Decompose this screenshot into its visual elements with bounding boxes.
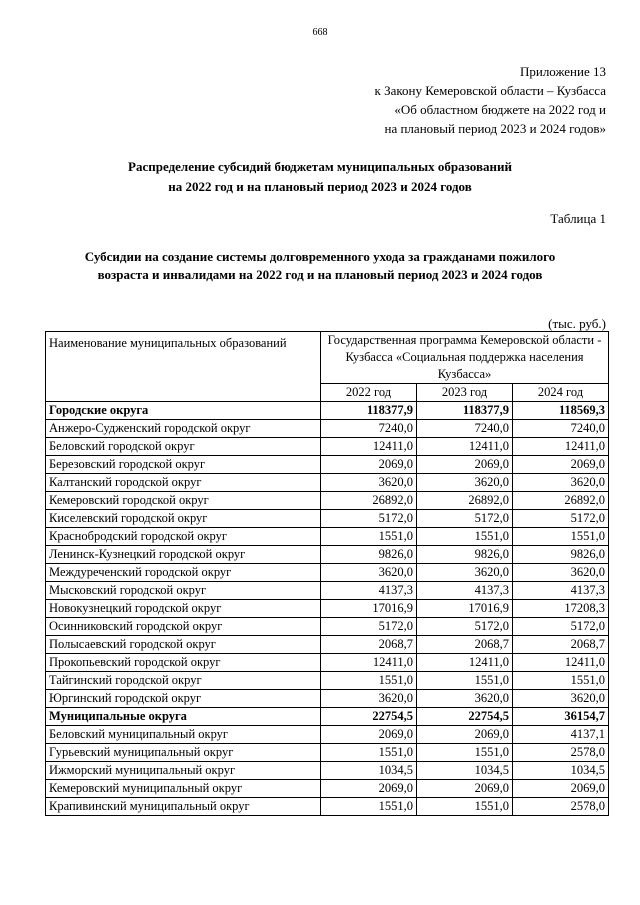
value-2024-cell: 2578,0 (513, 798, 609, 816)
value-2024-cell: 17208,3 (513, 600, 609, 618)
value-2022-cell: 1034,5 (321, 762, 417, 780)
value-2022-cell: 3620,0 (321, 564, 417, 582)
year-header: 2024 год (513, 384, 609, 402)
value-2023-cell: 3620,0 (417, 474, 513, 492)
value-2024-cell: 26892,0 (513, 492, 609, 510)
page-number: 668 (312, 27, 328, 38)
value-2022-cell: 17016,9 (321, 600, 417, 618)
value-2024-cell: 5172,0 (513, 618, 609, 636)
name-column-header: Наименование муниципальных образований (46, 332, 321, 402)
municipality-name-cell: Междуреченский городской округ (46, 564, 321, 582)
table-row (46, 780, 609, 798)
municipality-name-cell: Прокопьевский городской округ (46, 654, 321, 672)
table-row (46, 492, 609, 510)
municipality-name-cell: Киселевский городской округ (46, 510, 321, 528)
municipality-name-cell: Новокузнецкий городской округ (46, 600, 321, 618)
municipality-name-cell: Анжеро-Судженский городской округ (46, 420, 321, 438)
value-2024-cell: 4137,3 (513, 582, 609, 600)
value-2024-cell: 3620,0 (513, 690, 609, 708)
group-row (46, 402, 609, 420)
value-2023-cell: 1551,0 (417, 528, 513, 546)
table-row (46, 546, 609, 564)
table-row (46, 636, 609, 654)
value-2022-cell: 9826,0 (321, 546, 417, 564)
value-2024-cell: 2578,0 (513, 744, 609, 762)
value-2024-cell: 3620,0 (513, 474, 609, 492)
title-line: на 2022 год и на плановый период 2023 и 2024 годов (168, 179, 472, 194)
value-2023-cell: 5172,0 (417, 510, 513, 528)
table-row (46, 474, 609, 492)
value-2022-cell: 1551,0 (321, 672, 417, 690)
value-2024-cell: 5172,0 (513, 510, 609, 528)
value-2023-cell: 9826,0 (417, 546, 513, 564)
value-2022-cell: 2069,0 (321, 780, 417, 798)
value-2023-cell: 118377,9 (417, 402, 513, 420)
value-2024-cell: 1551,0 (513, 672, 609, 690)
municipality-name-cell: Осинниковский городской округ (46, 618, 321, 636)
municipality-name-cell: Ленинск-Кузнецкий городской округ (46, 546, 321, 564)
value-2023-cell: 3620,0 (417, 690, 513, 708)
value-2023-cell: 5172,0 (417, 618, 513, 636)
value-2023-cell: 1034,5 (417, 762, 513, 780)
subsidy-title (0, 248, 640, 284)
annex-line: «Об областном бюджете на 2022 год и (394, 102, 606, 117)
value-2022-cell: 2069,0 (321, 456, 417, 474)
document-title (0, 157, 640, 197)
value-2023-cell: 2069,0 (417, 456, 513, 474)
table-row (46, 726, 609, 744)
value-2024-cell: 118569,3 (513, 402, 609, 420)
value-2024-cell: 2069,0 (513, 780, 609, 798)
table-label: Таблица 1 (550, 211, 606, 226)
subsidy-table (45, 331, 609, 816)
municipality-name-cell: Беловский городской округ (46, 438, 321, 456)
annex-line: к Закону Кемеровской области – Кузбасса (374, 83, 606, 98)
year-header: 2022 год (321, 384, 417, 402)
value-2023-cell: 26892,0 (417, 492, 513, 510)
value-2023-cell: 2069,0 (417, 726, 513, 744)
table-row (46, 438, 609, 456)
title-line: Распределение субсидий бюджетам муниципальных образований (128, 159, 512, 174)
table-row (46, 582, 609, 600)
value-2023-cell: 1551,0 (417, 744, 513, 762)
value-2022-cell: 12411,0 (321, 438, 417, 456)
table-row (46, 510, 609, 528)
annex-line: на плановый период 2023 и 2024 годов» (384, 121, 606, 136)
value-2022-cell: 12411,0 (321, 654, 417, 672)
municipality-name-cell: Калтанский городской округ (46, 474, 321, 492)
value-2023-cell: 1551,0 (417, 798, 513, 816)
value-2022-cell: 1551,0 (321, 798, 417, 816)
value-2024-cell: 9826,0 (513, 546, 609, 564)
table-row (46, 654, 609, 672)
value-2022-cell: 26892,0 (321, 492, 417, 510)
value-2024-cell: 4137,1 (513, 726, 609, 744)
value-2023-cell: 1551,0 (417, 672, 513, 690)
value-2022-cell: 7240,0 (321, 420, 417, 438)
table-row (46, 690, 609, 708)
value-2024-cell: 12411,0 (513, 438, 609, 456)
program-column-header: Государственная программа Кемеровской области - Кузбасса «Социальная поддержка населения Кузбасса» (321, 332, 609, 384)
municipality-name-cell: Березовский городской округ (46, 456, 321, 474)
municipality-name-cell: Полысаевский городской округ (46, 636, 321, 654)
value-2023-cell: 17016,9 (417, 600, 513, 618)
value-2023-cell: 22754,5 (417, 708, 513, 726)
value-2023-cell: 2069,0 (417, 780, 513, 798)
value-2024-cell: 3620,0 (513, 564, 609, 582)
value-2022-cell: 3620,0 (321, 690, 417, 708)
value-2022-cell: 22754,5 (321, 708, 417, 726)
municipality-name-cell: Беловский муниципальный округ (46, 726, 321, 744)
value-2023-cell: 4137,3 (417, 582, 513, 600)
value-2022-cell: 5172,0 (321, 618, 417, 636)
year-header: 2023 год (417, 384, 513, 402)
table-row (46, 420, 609, 438)
municipality-name-cell: Кемеровский муниципальный округ (46, 780, 321, 798)
table-row (46, 600, 609, 618)
value-2022-cell: 1551,0 (321, 744, 417, 762)
table-row (46, 564, 609, 582)
municipality-name-cell: Крапивинский муниципальный округ (46, 798, 321, 816)
table-row (46, 456, 609, 474)
value-2022-cell: 2068,7 (321, 636, 417, 654)
value-2024-cell: 7240,0 (513, 420, 609, 438)
value-2024-cell: 2069,0 (513, 456, 609, 474)
value-2024-cell: 2068,7 (513, 636, 609, 654)
value-2024-cell: 1034,5 (513, 762, 609, 780)
municipality-name-cell: Мысковский городской округ (46, 582, 321, 600)
value-2022-cell: 1551,0 (321, 528, 417, 546)
value-2023-cell: 7240,0 (417, 420, 513, 438)
value-2023-cell: 2068,7 (417, 636, 513, 654)
municipality-name-cell: Ижморский муниципальный округ (46, 762, 321, 780)
table-row (46, 528, 609, 546)
municipality-name-cell: Тайгинский городской округ (46, 672, 321, 690)
table-row (46, 798, 609, 816)
table-row (46, 672, 609, 690)
subtitle-line: возраста и инвалидами на 2022 год и на плановый период 2023 и 2024 годов (97, 267, 543, 282)
units-note: (тыс. руб.) (548, 316, 606, 331)
table-row (46, 744, 609, 762)
value-2024-cell: 36154,7 (513, 708, 609, 726)
value-2023-cell: 12411,0 (417, 654, 513, 672)
value-2022-cell: 2069,0 (321, 726, 417, 744)
value-2022-cell: 3620,0 (321, 474, 417, 492)
value-2023-cell: 3620,0 (417, 564, 513, 582)
annex-line: Приложение 13 (519, 64, 606, 79)
value-2024-cell: 1551,0 (513, 528, 609, 546)
annex-block (306, 62, 606, 138)
value-2023-cell: 12411,0 (417, 438, 513, 456)
municipality-name-cell: Кемеровский городской округ (46, 492, 321, 510)
municipality-name-cell: Гурьевский муниципальный округ (46, 744, 321, 762)
municipality-name-cell: Юргинский городской округ (46, 690, 321, 708)
value-2024-cell: 12411,0 (513, 654, 609, 672)
group-row (46, 708, 609, 726)
subtitle-line: Субсидии на создание системы долговременного ухода за гражданами пожилого (84, 249, 556, 264)
value-2022-cell: 118377,9 (321, 402, 417, 420)
table-row (46, 762, 609, 780)
value-2022-cell: 4137,3 (321, 582, 417, 600)
value-2022-cell: 5172,0 (321, 510, 417, 528)
municipality-name-cell: Городские округа (46, 402, 321, 420)
table-row (46, 618, 609, 636)
municipality-name-cell: Краснобродский городской округ (46, 528, 321, 546)
municipality-name-cell: Муниципальные округа (46, 708, 321, 726)
